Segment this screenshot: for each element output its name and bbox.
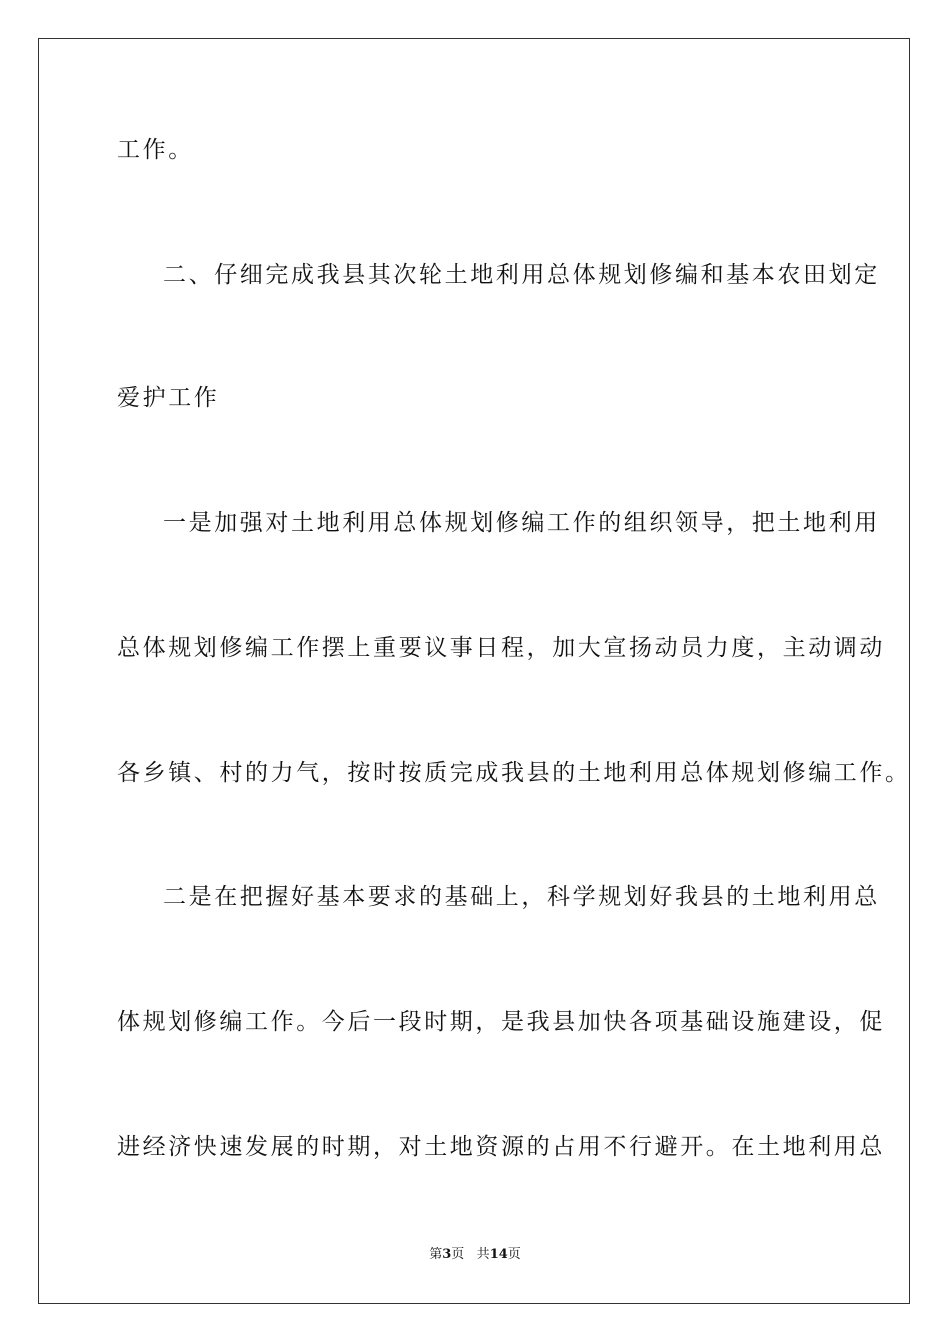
paragraph-line-3: 总体规划修编工作摆上重要议事日程，加大宣扬动员力度，主动调动 <box>117 635 885 661</box>
section-heading-line-2: 爱护工作 <box>117 385 220 411</box>
section-heading-line-1: 二、仔细完成我县其次轮土地利用总体规划修编和基本农田划定 <box>163 262 880 288</box>
paragraph-line-6: 体规划修编工作。今后一段时期，是我县加快各项基础设施建设，促 <box>117 1009 885 1035</box>
paragraph-line-4: 各乡镇、村的力气，按时按质完成我县的土地利用总体规划修编工作。 <box>117 760 911 786</box>
paragraph-line-1: 工作。 <box>117 137 194 163</box>
footer-page-suffix: 页 <box>451 1247 465 1262</box>
footer-total-prefix: 共 <box>476 1247 490 1262</box>
page-footer <box>0 1246 950 1264</box>
paragraph-line-5: 二是在把握好基本要求的基础上，科学规划好我县的土地利用总 <box>163 884 880 910</box>
paragraph-line-2: 一是加强对土地利用总体规划修编工作的组织领导，把土地利用 <box>163 510 880 536</box>
footer-page-prefix: 第 <box>429 1247 443 1262</box>
page-border <box>38 38 910 1304</box>
footer-total-pages: 14 <box>489 1247 508 1262</box>
footer-total-suffix: 页 <box>507 1247 521 1262</box>
footer-page-number: 3 <box>442 1247 452 1262</box>
paragraph-line-7: 进经济快速发展的时期，对土地资源的占用不行避开。在土地利用总 <box>117 1134 885 1160</box>
